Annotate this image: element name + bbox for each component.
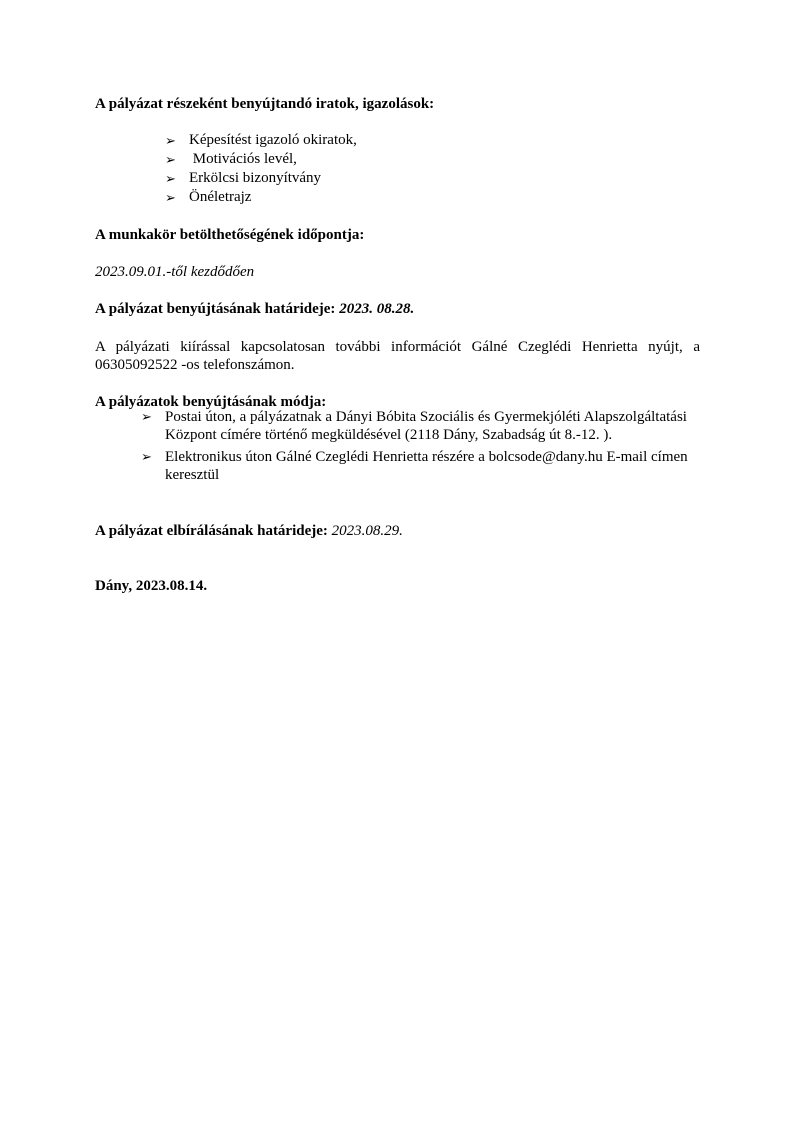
list-item (165, 131, 357, 150)
evaluation-line (95, 522, 700, 540)
list-item-text: Elektronikus úton Gálné Czeglédi Henrietta részére a bolcsode@dany.hu E-mail címen keresztül (165, 449, 688, 483)
documents-list (165, 131, 357, 207)
evaluation-label: A pályázat elbírálásának határideje: (95, 523, 328, 539)
info-line-1: A pályázati kiírással kapcsolatosan további információt Gálné Czeglédi Henrietta nyújt, a (95, 339, 700, 355)
list-item-text: Postai úton, a pályázatnak a Dányi Bóbita Szociális és Gyermekjóléti Alapszolgáltatási Központ címére történő megküldésével (2118 Dány, Szabadság út 8.-12. ). (165, 409, 687, 443)
list-item (165, 169, 357, 188)
list-item (165, 150, 357, 169)
place-date: Dány, 2023.08.14. (95, 578, 208, 594)
documents-heading: A pályázat részeként benyújtandó iratok, igazolások: (95, 96, 435, 112)
list-item-text: Motivációs levél, (189, 151, 297, 167)
deadline-value: 2023. 08.28. (339, 301, 415, 317)
arrowhead-bullet-icon: ➢ (141, 409, 152, 424)
list-item-text: Önéletrajz (189, 189, 252, 205)
list-item-text: Képesítést igazoló okiratok, (189, 132, 357, 148)
start-heading: A munkakör betölthetőségének időpontja: (95, 227, 365, 243)
list-item (165, 188, 357, 207)
arrowhead-bullet-icon: ➢ (165, 171, 176, 186)
submission-heading: A pályázatok benyújtásának módja: (95, 394, 327, 410)
submission-methods-list (141, 408, 701, 484)
evaluation-value: 2023.08.29. (331, 523, 403, 539)
deadline-label: A pályázat benyújtásának határideje: (95, 301, 336, 317)
arrowhead-bullet-icon: ➢ (165, 152, 176, 167)
info-line-2: 06305092522 -os telefonszámon. (95, 357, 295, 373)
list-item (141, 408, 701, 444)
deadline-line (95, 300, 700, 318)
arrowhead-bullet-icon: ➢ (165, 133, 176, 148)
start-value: 2023.09.01.-től kezdődően (95, 264, 255, 280)
arrowhead-bullet-icon: ➢ (165, 190, 176, 205)
list-item-text: Erkölcsi bizonyítvány (189, 170, 322, 186)
list-item (141, 448, 701, 484)
arrowhead-bullet-icon: ➢ (141, 449, 152, 464)
